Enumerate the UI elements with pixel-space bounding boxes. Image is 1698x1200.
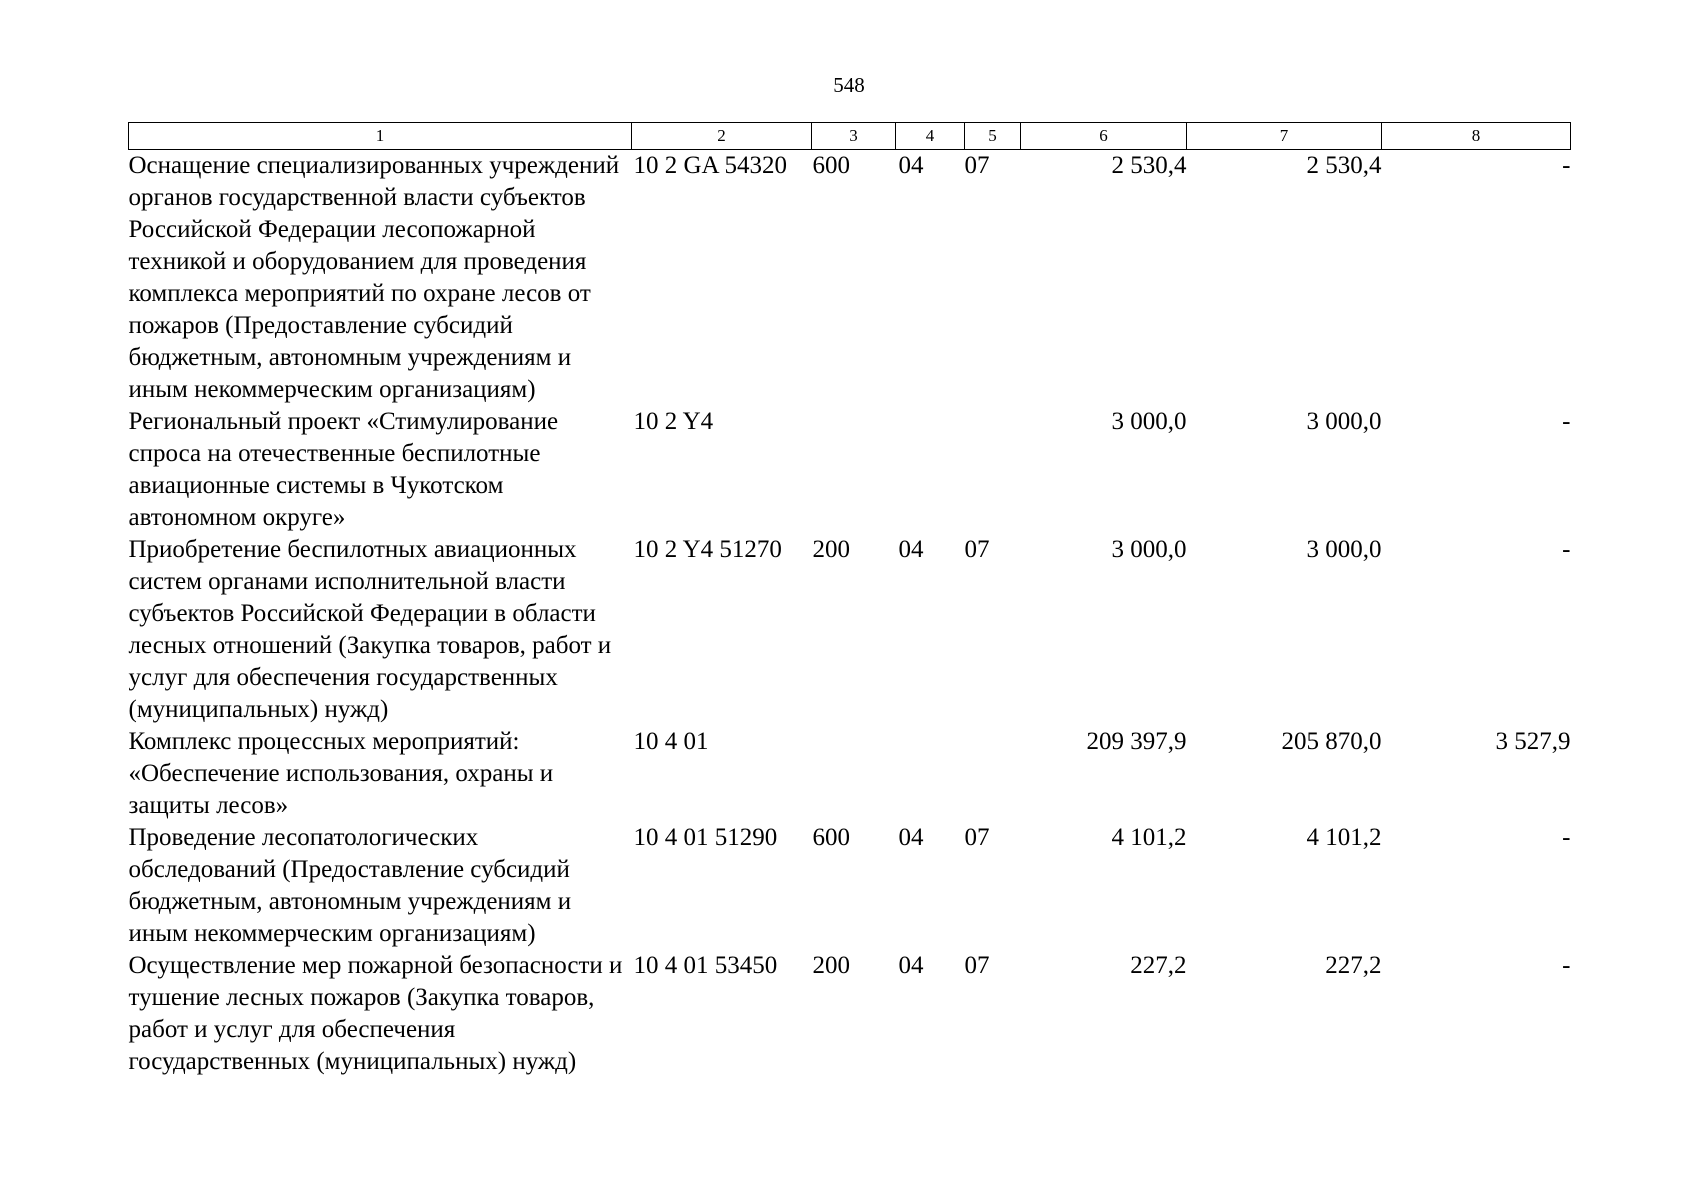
row-subsection: 07	[964, 952, 990, 979]
header-col-5: 5	[965, 123, 1021, 150]
row-section: 04	[898, 152, 924, 179]
row-code: 10 4 01	[633, 728, 709, 755]
row-col7: 3 000,0	[1306, 536, 1382, 563]
row-expense-type: 200	[812, 952, 850, 979]
row-col8: -	[1562, 824, 1571, 851]
header-col-1: 1	[129, 123, 632, 150]
row-name: Приобретение беспилотных авиационных систем органами исполнительной власти субъектов Российской Федерации в области лесных отношений (Закупка товаров, работ и услуг для обеспечения государственных (муниципальных) нужд)	[128, 536, 612, 723]
row-total: 227,2	[1130, 952, 1187, 979]
row-subsection: 07	[964, 824, 990, 851]
row-expense-type: 200	[812, 536, 850, 563]
header-col-3: 3	[812, 123, 896, 150]
row-code: 10 2 Y4 51270	[633, 536, 782, 563]
row-col7: 3 000,0	[1306, 408, 1382, 435]
table-row	[129, 406, 1571, 534]
row-section	[896, 726, 965, 822]
page-number: 548	[833, 73, 865, 97]
row-name: Региональный проект «Стимулирование спроса на отечественные беспилотные авиационные системы в Чукотском автономном округе»	[128, 408, 559, 531]
row-col7: 4 101,2	[1306, 824, 1382, 851]
row-col8: -	[1562, 408, 1571, 435]
table-row	[129, 534, 1571, 726]
header-col-4: 4	[896, 123, 965, 150]
row-name: Проведение лесопатологических обследований (Предоставление субсидий бюджетным, автономным учреждениям и иным некоммерческим организациям)	[128, 824, 572, 947]
row-section: 04	[898, 536, 924, 563]
row-name: Оснащение специализированных учреждений органов государственной власти субъектов Российской Федерации лесопожарной техникой и оборудованием для проведения комплекса мероприятий по охране лесов от пожаров (Предоставление субсидий бюджетным, автономным учреждениям и иным некоммерческим организациям)	[128, 152, 620, 403]
header-col-8: 8	[1382, 123, 1571, 150]
row-section	[896, 406, 965, 534]
row-section: 04	[898, 824, 924, 851]
row-name: Комплекс процессных мероприятий: «Обеспечение использования, охраны и защиты лесов»	[128, 728, 554, 819]
row-col7: 205 870,0	[1281, 728, 1382, 755]
row-subsection: 07	[964, 536, 990, 563]
row-code: 10 4 01 53450	[633, 952, 778, 979]
header-col-6: 6	[1021, 123, 1187, 150]
row-col7: 2 530,4	[1306, 152, 1382, 179]
budget-table	[128, 122, 1571, 1078]
header-row	[129, 123, 1571, 150]
row-section: 04	[898, 952, 924, 979]
row-col8: -	[1562, 152, 1571, 179]
row-total: 3 000,0	[1111, 536, 1187, 563]
row-expense-type: 600	[812, 152, 850, 179]
row-expense-type: 600	[812, 824, 850, 851]
header-col-7: 7	[1187, 123, 1382, 150]
row-total: 2 530,4	[1111, 152, 1187, 179]
row-total: 4 101,2	[1111, 824, 1187, 851]
row-col8: -	[1562, 536, 1571, 563]
row-expense-type	[812, 726, 896, 822]
row-total: 209 397,9	[1086, 728, 1187, 755]
table-row	[129, 950, 1571, 1078]
row-subsection	[965, 726, 1021, 822]
row-expense-type	[812, 406, 896, 534]
table-row	[129, 726, 1571, 822]
row-subsection: 07	[964, 152, 990, 179]
row-code: 10 2 GA 54320	[633, 152, 787, 179]
row-code: 10 2 Y4	[633, 408, 714, 435]
table-row	[129, 822, 1571, 950]
row-total: 3 000,0	[1111, 408, 1187, 435]
row-col7: 227,2	[1325, 952, 1382, 979]
row-code: 10 4 01 51290	[633, 824, 778, 851]
table-row	[129, 150, 1571, 407]
row-col8: -	[1562, 952, 1571, 979]
row-subsection	[965, 406, 1021, 534]
row-name: Осуществление мер пожарной безопасности и тушение лесных пожаров (Закупка товаров, работ и услуг для обеспечения государственных (муниципальных) нужд)	[128, 952, 623, 1075]
header-col-2: 2	[632, 123, 812, 150]
row-col8: 3 527,9	[1495, 728, 1571, 755]
